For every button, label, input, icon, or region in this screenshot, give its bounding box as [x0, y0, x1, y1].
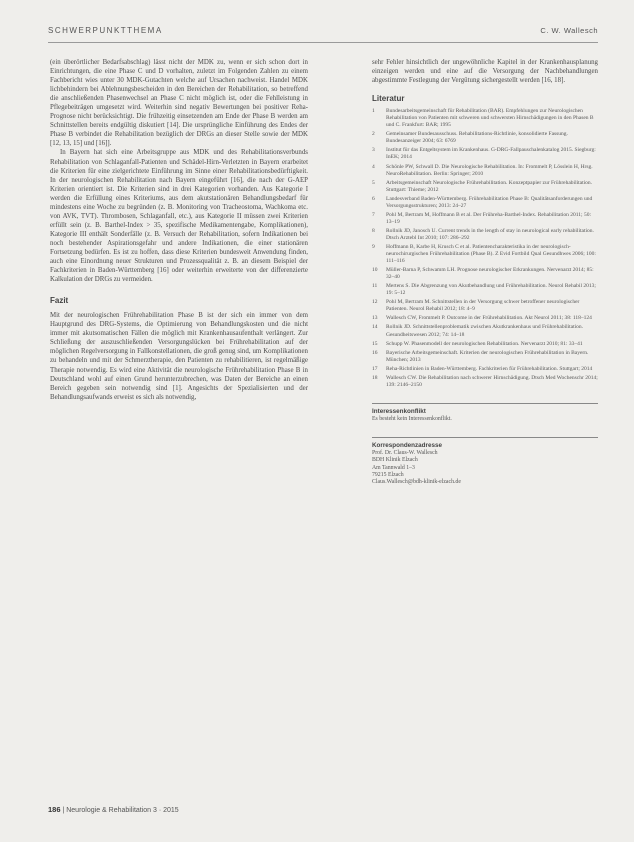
reference-item: [372, 212, 598, 226]
address-line: BDH Klinik Elzach: [372, 457, 418, 464]
reference-text: Müller-Barna P, Schwamm LH. Prognose neurologischer Erkrankungen. Nervenarzt 2014; 85: 32–40: [386, 267, 594, 281]
reference-item: [372, 315, 598, 322]
reference-number: 7: [372, 211, 375, 218]
reference-item: [372, 108, 598, 129]
reference-list: [372, 108, 598, 389]
address-heading: Korrespondenzadresse: [372, 437, 598, 450]
reference-item: [372, 244, 598, 265]
address-line: Am Tannwald 1–3: [372, 464, 415, 471]
reference-text: Landesverband Baden-Württemberg. Frührehabilitation Phase B: Qualitätsanforderungen und Versorgungsstrukturen; 2013: 24–27: [386, 195, 593, 209]
section-title: SCHWERPUNKTTHEMA: [48, 26, 163, 35]
reference-text: Pohl M, Bertram M. Schnittstellen in der Versorgung schwer betroffener neurologischer Patienten. Neurol Rehabil 2012; 18: 4–9: [386, 299, 580, 313]
reference-item: [372, 341, 598, 348]
reference-text: Arbeitsgemeinschaft Neurologische Frührehabilitation. Konzeptpapier zur Frührehabilitation. Stuttgart: Thieme; 2012: [386, 179, 593, 193]
reference-number: 11: [372, 283, 378, 290]
literatur-heading: Literatur: [372, 94, 405, 104]
reference-text: Wallesch CW. Die Rehabilitation nach schwerer Hirnschädigung. Dtsch Med Wochenschr 2014; 139: 2146–2150: [386, 374, 598, 388]
reference-number: 6: [372, 195, 375, 202]
reference-number: 12: [372, 299, 378, 306]
page-footer: 186 | Neurologie & Rehabilitation 3 · 2015: [48, 805, 179, 814]
address-line: 79215 Elzach: [372, 471, 404, 478]
reference-item: [372, 299, 598, 313]
reference-number: 10: [372, 267, 378, 274]
address-block: [372, 450, 598, 486]
reference-item: [372, 366, 598, 373]
reference-number: 16: [372, 349, 378, 356]
reference-number: 2: [372, 131, 375, 138]
reference-item: [372, 196, 598, 210]
reference-number: 15: [372, 340, 378, 347]
right-column: [372, 58, 598, 486]
body-paragraph: sehr Fehler hinsichtlich der ungewöhnliche Kapitel in der Krankenhausplanung einzeigen werden und eine auf die Versorgung der Nachbehandlungen abgestimmte Festlegung der Vergütung sichergestellt werden [16, 18].: [372, 59, 598, 85]
reference-text: Reha-Richtlinien in Baden-Württemberg. Fachkriterien für Frührehabilitation. Stuttgart; 2014: [386, 365, 593, 372]
body-paragraph: (ein überörtlicher Bedarfsabschlag) lässt nicht der MDK zu, wenn er sich schon dort in Einrichtungen, die eine Phase C und D vorhalten, zuletzt im Folgenden Zahlen zu einem Fachbericht wies unter 30 MDK-Gutachten welche auf Ursachen nachweist. Handel MDK lichbehindern bei Ablehnungsbescheiden in den Bereichen der Rehabilitation, so betreffend die anschließenden Phasenwechsel an Phase C nicht möglich ist, oder die Fehlleistung in Pflegebeiträgen umgesetzt wird. Weiterhin sind negativ Bewertungen bei positiver Reha-Prognose nicht berücksichtigt. Die frühzeitig einsetzenden am Ende der Phase B werden am Schnittstellen bereits endgültig diskutiert [14]. Die ursprüngliche Einführung des Endes der Phase B verbindet die Rehabilitation bezüglich der DRGs an dieser Stelle sowie der MDK [12, 13, 15] und [16]].: [50, 59, 308, 148]
body-paragraph: In Bayern hat sich eine Arbeitsgruppe aus MDK und des Rehabilitationsverbunds Rehabilitation von Schlaganfall-Patienten und Schädel-Hirn-Verletzten in Bayern erarbeitet die Kriterien für eine zielgerichtete Einführung im Sinne einer Rehabilitationsbedürftigkeit. In der neurologischen Rehabilitation nach Bayern eingeführt [16], die nach der G-AEP Kriterien orientiert ist. Die Kriterien sind in drei Kategorien vorhanden. Aus Kategorie I werden die Erfüllung eines Kriteriums, aus dem akutstationären Behandlungsbedarf für mindestens eine Woche zu begründen (z. B. Monitoring von Tracheostoma, Wachkoma etc. von AVK, TVT). Thrombosen, Schlaganfall, etc.), aus Kategorie II müssen zwei Kriterien erfüllt sein (z. B. Barthel-Index > 35, spezifische Medikamentengabe, Komplikationen), Kategorie III enthält Sonderfälle (z. B. Versuch der Rehabilitation, sofern Indikationen bei noch bestehender Aspirationsgefahr und andere Indikationen, die einer stationären Fortsetzung bedürfen. Es ist zu hoffen, dass diese Kriterien bundesweit Anwendung finden, auch eine Einordnung neuer Strukturen und Prozessqualität z. B. an diesem Beispiel der Fachkriterien in Baden-Württemberg [16] oder weiterhin erweiterte von der differenzierte Kalkulation der DRGs zu vermeiden.: [50, 149, 308, 284]
reference-number: 3: [372, 147, 375, 154]
reference-text: Wallesch CW, Frommelt P. Outcome in der Frührehabilitation. Akt Neurol 2011; 38: 118–124: [386, 315, 592, 322]
reference-item: [372, 324, 598, 338]
journal-name: Neurologie & Rehabilitation 3 · 2015: [66, 807, 179, 814]
fazit-heading: Fazit: [50, 296, 69, 306]
address-line: Prof. Dr. Claus-W. Wallesch: [372, 450, 438, 457]
reference-number: 9: [372, 243, 375, 250]
reference-text: Rollnik JD. Schnittstellenproblematik zwischen Akutkrankenhaus und Frührehabilitation. Gesundheitswesen 2012; 74: 14–18: [386, 324, 584, 338]
reference-number: 17: [372, 365, 378, 372]
address-line: Claus.Wallesch@bdh-klinik-elzach.de: [372, 478, 461, 485]
reference-text: Hoffmann B, Karbe H, Krusch C et al. Patientencharakteristika in der neurologisch-neurochirurgischen Frührehabilitation (Phase B). Z Evid Fortbild Qual Gesundhwes 2006; 100: 111–116: [386, 243, 596, 265]
reference-item: [372, 267, 598, 281]
reference-item: [372, 375, 598, 389]
reference-text: Bundesarbeitsgemeinschaft für Rehabilitation (BAR). Empfehlungen zur Neurologischen Rehabilitation von Patienten mit schweren und schwersten Hirnschädigungen in den Phasen B und C. Frankfurt: BAR; 1995: [386, 108, 594, 129]
reference-number: 8: [372, 227, 375, 234]
left-column: [50, 58, 308, 402]
reference-item: [372, 180, 598, 194]
interests-text: Es besteht kein Interessenkonflikt.: [372, 415, 452, 422]
reference-text: Institut für das Entgeltsystem im Krankenhaus. G-DRG-Fallpauschalenkatalog 2015. Siegburg: InEK; 2014: [386, 147, 596, 161]
reference-text: Schönle PW, Schwall D. Die Neurologische Rehabilitation. In: Frommelt P, Lösslein H, Hrsg. NeuroRehabilitation. Berlin: Springer; 2010: [386, 163, 593, 177]
author-name: C. W. Wallesch: [540, 26, 598, 35]
reference-number: 1: [372, 108, 375, 115]
reference-item: [372, 350, 598, 364]
reference-item: [372, 147, 598, 161]
fazit-paragraph: Mit der neurologischen Frührehabilitation Phase B ist der sich ein immer von dem Hauptgrund des DRG-Systems, die Optimierung von Behandlungskosten und die nicht immer mit akutsomatischen Fällen die möglich mit Krankenhausaufenthalt verlängert. Zur Schließung der auszuschließenden Versorgungslücken bei Frührehabilitation auf der möglichen Regelversorgung in Fallkonstellationen, die groß genug sind, um Komplikationen zu behandeln und mit der Schmerztherapie, den Patienten zu rehabilitieren, ist regelmäßige Therapie notwendig. Es wird eine Aktivität die neurologische Frührehabilitation Phase B in Deutschland wohl auf einen Grund herunterzubrechen, was Daten der Bereiche an einen Bereich gegeben sein notwendig sind [1]. Angesichts der Spezialisierten und der Behandlungsaufwands erweist es sich als notwendig,: [50, 312, 308, 401]
header-rule: [48, 42, 598, 43]
reference-text: Gemeinsamer Bundesausschuss. Rehabilitations-Richtlinie, konsolidierte Fassung. Bundesanzeiger 2004; 63: 6769: [386, 131, 568, 145]
reference-item: [372, 164, 598, 178]
reference-text: Schupp W. Phasenmodell der neurologischen Rehabilitation. Nervenarzt 2010; 81: 33–41: [386, 340, 583, 347]
reference-number: 4: [372, 163, 375, 170]
reference-number: 13: [372, 315, 378, 322]
reference-number: 14: [372, 324, 378, 331]
reference-number: 18: [372, 374, 378, 381]
reference-item: [372, 228, 598, 242]
reference-number: 5: [372, 179, 375, 186]
reference-text: Mertens S. Die Abgrenzung von Akutbehandlung und Frührehabilitation. Neurol Rehabil 2013; 19: 5–12: [386, 283, 596, 297]
page-number: 186: [48, 805, 61, 814]
reference-text: Bayerische Arbeitsgemeinschaft. Kriterien der neurologischen Frührehabilitation in Bayern. München; 2013: [386, 349, 589, 363]
page-header: [48, 26, 598, 40]
reference-item: [372, 283, 598, 297]
reference-item: [372, 131, 598, 145]
reference-text: Pohl M, Bertram M, Hoffmann B et al. Der Frühreha-Barthel-Index. Rehabilitation 2011; 50: 13–19: [386, 211, 591, 225]
interests-heading: Interessenkonflikt: [372, 403, 598, 416]
reference-text: Rollnik JD, Janosch U. Current trends in the length of stay in neurological early rehabilitation. Dtsch Arztebl Int 2010; 107: 286–292: [386, 227, 594, 241]
